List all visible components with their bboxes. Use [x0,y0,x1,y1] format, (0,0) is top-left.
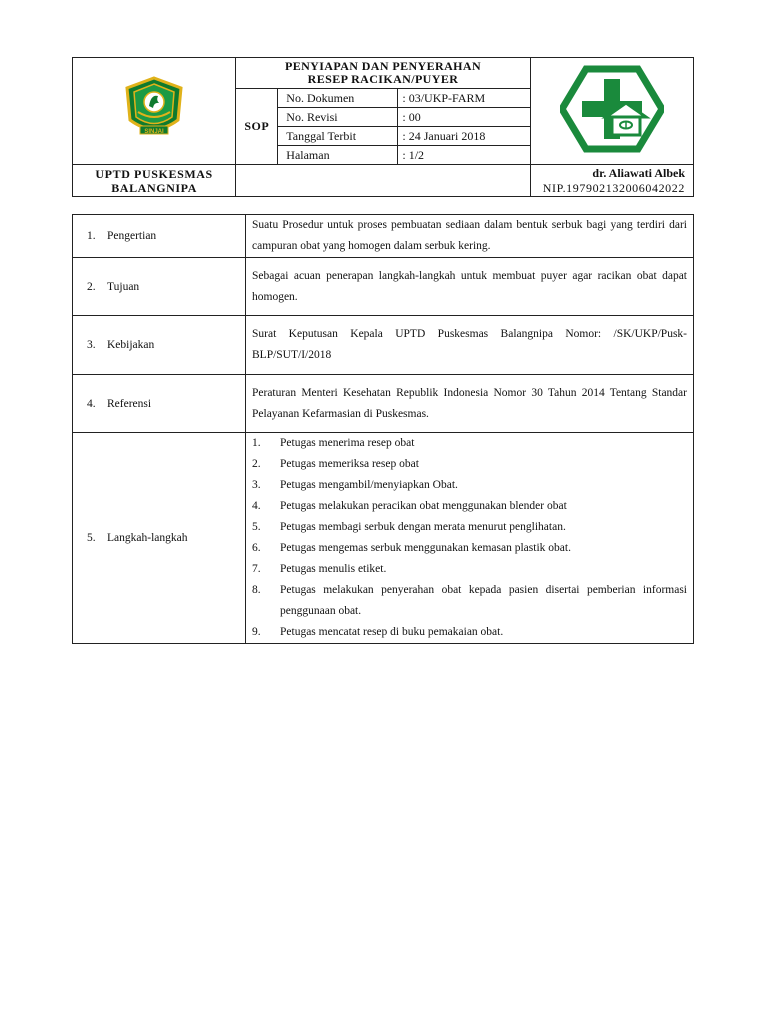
section-label-cell [73,316,246,375]
section-label: Langkah-langkah [107,532,188,544]
sop-content-table [72,214,694,644]
section-number: 2. [87,280,96,293]
section-label: Tujuan [107,280,140,293]
section-label-cell [73,215,246,258]
step-text: Petugas membagi serbuk dengan merata menurut penglihatan. [280,521,566,533]
section-text: Suatu Prosedur untuk proses pembuatan sediaan dalam bentuk serbuk bagi yang terdiri dari campuran obat yang homogen dalam serbuk kering. [246,215,694,258]
section-number: 5. [87,532,96,544]
doc-number-label: No. Dokumen [278,89,398,108]
section-number: 4. [87,397,96,410]
section-label-cell [73,375,246,433]
section-row [73,258,694,316]
step-number: 3. [252,479,261,491]
title-line-2: RESEP RACIKAN/PUYER [307,72,459,86]
regency-logo-cell [73,58,236,165]
section-row [73,316,694,375]
issue-date-value: : 24 Januari 2018 [398,127,530,146]
signer-name: dr. Aliawati Albek [592,165,685,180]
document-title [236,58,531,89]
step-number: 2. [252,458,261,470]
step-text: Petugas mengambil/menyiapkan Obat. [280,479,458,491]
title-line-1: PENYIAPAN DAN PENYERAHAN [284,59,482,73]
page-label: Halaman [278,146,398,165]
steps-cell [246,433,694,644]
list-item [252,454,687,475]
section-label-cell [73,433,246,644]
sop-label: SOP [236,89,278,165]
section-row [73,433,694,644]
list-item [252,433,687,454]
revision-value: : 00 [398,108,530,127]
section-row [73,375,694,433]
list-item [252,475,687,496]
section-label: Kebijakan [107,339,155,351]
puskesmas-logo-cell [530,58,693,165]
list-item [252,496,687,517]
section-text: Surat Keputusan Kepala UPTD Puskesmas Balangnipa Nomor: /SK/UKP/Pusk-BLP/SUT/I/2018 [246,316,694,375]
section-text: Sebagai acuan penerapan langkah-langkah untuk membuat puyer agar racikan obat dapat homogen. [246,258,694,316]
sinjai-regency-emblem-icon [123,76,185,142]
list-item [252,559,687,580]
step-number: 9. [252,626,261,638]
svg-text:SINJAI: SINJAI [144,129,164,135]
org-line-2: BALANGNIPA [111,180,197,195]
step-text: Petugas melakukan penyerahan obat kepada pasien disertai pemberian informasi penggunaan obat. [280,584,687,617]
blank-cell [236,165,531,197]
step-number: 1. [252,437,261,449]
section-label-cell [73,258,246,316]
step-text: Petugas melakukan peracikan obat menggunakan blender obat [280,500,567,512]
step-text: Petugas menulis etiket. [280,563,387,575]
step-text: Petugas mengemas serbuk menggunakan kemasan plastik obat. [280,542,571,554]
list-item [252,517,687,538]
step-number: 5. [252,521,261,533]
section-text: Peraturan Menteri Kesehatan Republik Indonesia Nomor 30 Tahun 2014 Tentang Standar Pelayanan Kefarmasian di Puskesmas. [246,375,694,433]
section-label: Pengertian [107,230,157,242]
issue-date-label: Tanggal Terbit [278,127,398,146]
steps-list [252,433,687,643]
step-number: 8. [252,584,261,596]
puskesmas-logo-icon [560,65,664,153]
list-item [252,580,687,622]
step-number: 6. [252,542,261,554]
organization-name [73,165,236,197]
list-item [252,538,687,559]
step-number: 4. [252,500,261,512]
list-item [252,622,687,643]
org-line-1: UPTD PUSKESMAS [95,166,213,181]
step-text: Petugas mencatat resep di buku pemakaian obat. [280,626,504,638]
section-row [73,215,694,258]
section-number: 1. [87,230,96,242]
page-value: : 1/2 [398,146,530,165]
sop-header-table [72,57,694,197]
signer-block [530,165,693,197]
doc-number-value: : 03/UKP-FARM [398,89,530,108]
section-label: Referensi [107,397,152,410]
revision-label: No. Revisi [278,108,398,127]
signer-nip: NIP.197902132006042022 [542,180,685,195]
step-number: 7. [252,563,261,575]
step-text: Petugas menerima resep obat [280,437,415,449]
section-number: 3. [87,339,96,351]
step-text: Petugas memeriksa resep obat [280,458,419,470]
